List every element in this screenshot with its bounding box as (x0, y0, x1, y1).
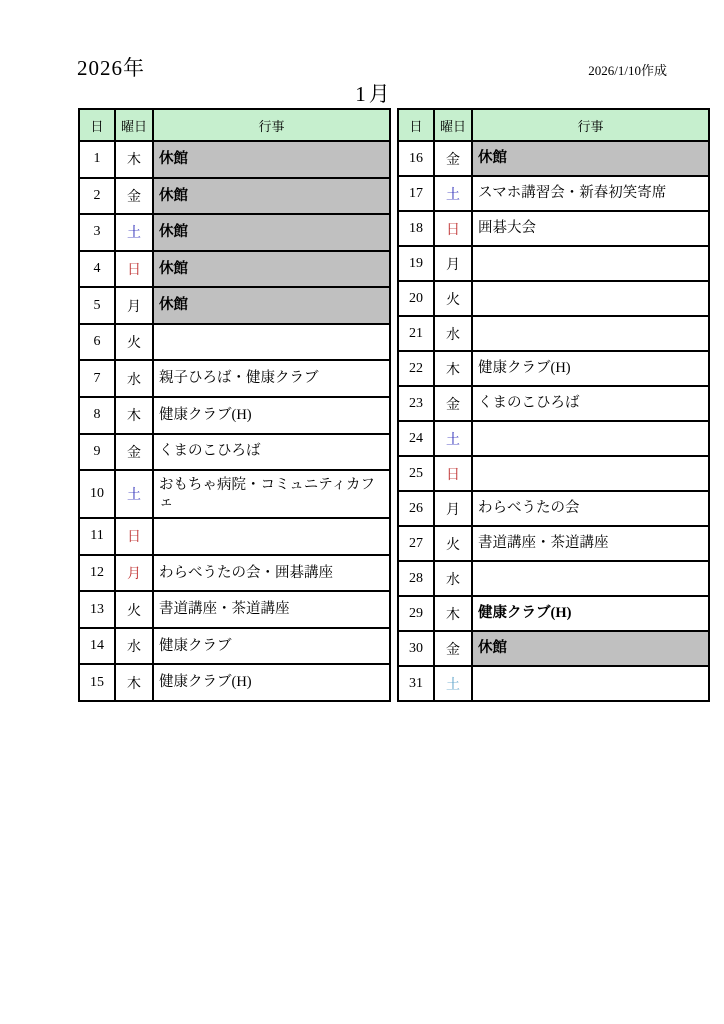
day-cell: 22 (398, 351, 434, 386)
day-cell: 16 (398, 141, 434, 176)
calendar-row (79, 397, 390, 434)
column-header-event: 行事 (153, 109, 390, 141)
event-cell: わらべうたの会 (472, 491, 709, 526)
day-cell: 23 (398, 386, 434, 421)
calendar-row (398, 456, 709, 491)
calendar-row (398, 561, 709, 596)
day-cell: 26 (398, 491, 434, 526)
day-cell: 19 (398, 246, 434, 281)
weekday-cell: 土 (115, 214, 153, 251)
day-cell: 14 (79, 628, 115, 665)
calendar-row (79, 251, 390, 288)
calendar-row (398, 666, 709, 701)
day-cell: 31 (398, 666, 434, 701)
weekday-cell: 火 (434, 526, 472, 561)
event-cell: くまのこひろば (153, 434, 390, 471)
day-cell: 2 (79, 178, 115, 215)
day-cell: 29 (398, 596, 434, 631)
weekday-cell: 水 (434, 316, 472, 351)
event-cell: 健康クラブ(H) (472, 351, 709, 386)
weekday-cell: 月 (115, 555, 153, 592)
weekday-cell: 木 (434, 596, 472, 631)
day-cell: 6 (79, 324, 115, 361)
weekday-cell: 土 (434, 666, 472, 701)
calendar-table-second-half (397, 108, 710, 702)
created-date-label: 2026/1/10作成 (588, 63, 667, 78)
weekday-cell: 土 (434, 176, 472, 211)
event-cell: 健康クラブ (153, 628, 390, 665)
month-title: 1月 (355, 82, 393, 106)
event-cell (472, 316, 709, 351)
day-cell: 1 (79, 141, 115, 178)
calendar-row (398, 421, 709, 456)
column-header-weekday: 曜日 (434, 109, 472, 141)
event-cell: 囲碁大会 (472, 211, 709, 246)
day-cell: 4 (79, 251, 115, 288)
event-cell: 休館 (472, 631, 709, 666)
calendar-row (398, 176, 709, 211)
calendar-row (79, 214, 390, 251)
event-cell: わらべうたの会・囲碁講座 (153, 555, 390, 592)
weekday-cell: 月 (115, 287, 153, 324)
event-cell: スマホ講習会・新春初笑寄席 (472, 176, 709, 211)
event-cell (153, 324, 390, 361)
weekday-cell: 水 (115, 628, 153, 665)
weekday-cell: 木 (115, 664, 153, 701)
calendar-row (398, 491, 709, 526)
weekday-cell: 金 (434, 386, 472, 421)
column-header-row (79, 109, 390, 141)
event-cell (472, 246, 709, 281)
weekday-cell: 金 (434, 141, 472, 176)
day-cell: 8 (79, 397, 115, 434)
calendar-row (79, 360, 390, 397)
day-cell: 30 (398, 631, 434, 666)
day-cell: 24 (398, 421, 434, 456)
day-cell: 18 (398, 211, 434, 246)
calendar-row (79, 141, 390, 178)
event-cell: 休館 (153, 178, 390, 215)
day-cell: 28 (398, 561, 434, 596)
event-cell: 健康クラブ(H) (472, 596, 709, 631)
event-cell (472, 281, 709, 316)
day-cell: 3 (79, 214, 115, 251)
calendar-row (79, 324, 390, 361)
event-cell: おもちゃ病院・コミュニティカフェ (153, 470, 390, 518)
weekday-cell: 金 (115, 434, 153, 471)
event-cell: 休館 (153, 214, 390, 251)
weekday-cell: 土 (434, 421, 472, 456)
day-cell: 27 (398, 526, 434, 561)
event-cell: 健康クラブ(H) (153, 397, 390, 434)
calendar-row (79, 518, 390, 555)
event-cell (472, 666, 709, 701)
calendar-row (398, 526, 709, 561)
calendar-table-first-half (78, 108, 391, 702)
day-cell: 13 (79, 591, 115, 628)
weekday-cell: 月 (434, 491, 472, 526)
day-cell: 25 (398, 456, 434, 491)
day-cell: 5 (79, 287, 115, 324)
day-cell: 7 (79, 360, 115, 397)
event-cell: 休館 (153, 141, 390, 178)
day-cell: 20 (398, 281, 434, 316)
calendar-row (398, 211, 709, 246)
weekday-cell: 日 (115, 518, 153, 555)
weekday-cell: 木 (115, 397, 153, 434)
calendar-row (79, 628, 390, 665)
calendar-row (79, 434, 390, 471)
weekday-cell: 金 (115, 178, 153, 215)
calendar-row (79, 470, 390, 518)
weekday-cell: 水 (434, 561, 472, 596)
weekday-cell: 日 (434, 211, 472, 246)
event-cell: 健康クラブ(H) (153, 664, 390, 701)
calendar-row (398, 316, 709, 351)
weekday-cell: 日 (115, 251, 153, 288)
weekday-cell: 月 (434, 246, 472, 281)
event-cell: 書道講座・茶道講座 (472, 526, 709, 561)
day-cell: 17 (398, 176, 434, 211)
event-cell: 親子ひろば・健康クラブ (153, 360, 390, 397)
column-header-weekday: 曜日 (115, 109, 153, 141)
column-header-event: 行事 (472, 109, 709, 141)
column-header-row (398, 109, 709, 141)
event-cell (472, 421, 709, 456)
weekday-cell: 木 (115, 141, 153, 178)
day-cell: 12 (79, 555, 115, 592)
calendar-row (79, 591, 390, 628)
calendar-row (398, 386, 709, 421)
day-cell: 9 (79, 434, 115, 471)
event-cell (472, 456, 709, 491)
day-cell: 15 (79, 664, 115, 701)
event-cell: 休館 (472, 141, 709, 176)
calendar-tables (78, 108, 710, 702)
calendar-row (79, 664, 390, 701)
day-cell: 11 (79, 518, 115, 555)
event-cell: くまのこひろば (472, 386, 709, 421)
column-header-day: 日 (398, 109, 434, 141)
weekday-cell: 木 (434, 351, 472, 386)
weekday-cell: 金 (434, 631, 472, 666)
weekday-cell: 土 (115, 470, 153, 518)
calendar-row (398, 281, 709, 316)
weekday-cell: 火 (434, 281, 472, 316)
calendar-row (79, 555, 390, 592)
year-label: 2026年 (77, 56, 145, 80)
calendar-row (79, 287, 390, 324)
event-cell (472, 561, 709, 596)
calendar-row (398, 246, 709, 281)
weekday-cell: 火 (115, 591, 153, 628)
calendar-row (398, 596, 709, 631)
day-cell: 10 (79, 470, 115, 518)
event-cell (153, 518, 390, 555)
weekday-cell: 水 (115, 360, 153, 397)
event-cell: 書道講座・茶道講座 (153, 591, 390, 628)
event-cell: 休館 (153, 251, 390, 288)
column-header-day: 日 (79, 109, 115, 141)
calendar-row (79, 178, 390, 215)
calendar-row (398, 351, 709, 386)
calendar-row (398, 141, 709, 176)
weekday-cell: 日 (434, 456, 472, 491)
event-cell: 休館 (153, 287, 390, 324)
weekday-cell: 火 (115, 324, 153, 361)
day-cell: 21 (398, 316, 434, 351)
calendar-row (398, 631, 709, 666)
